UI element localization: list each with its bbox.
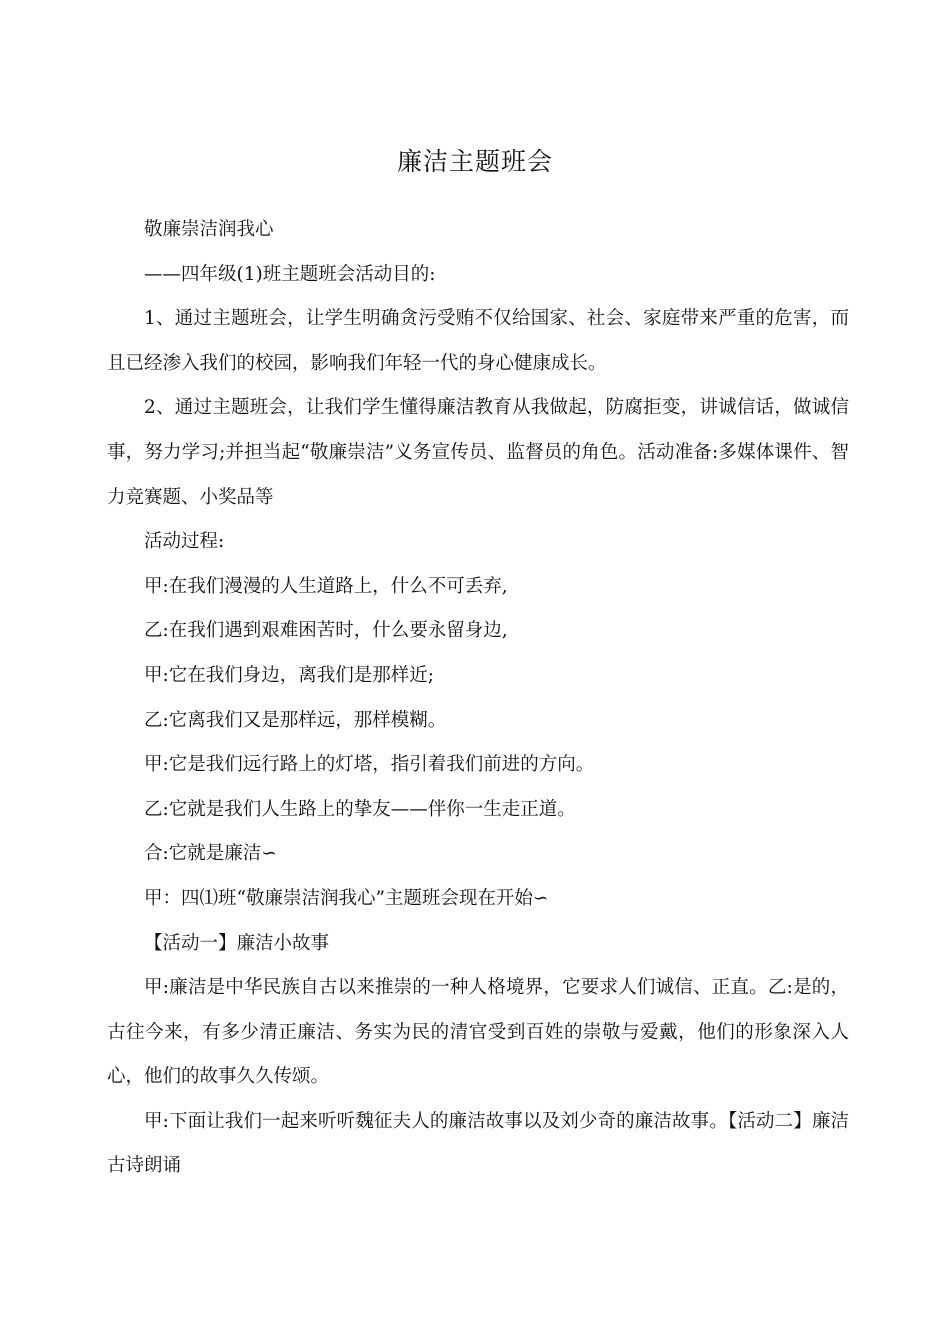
paragraph-process-heading: 活动过程:	[144, 531, 225, 553]
paragraph-activity-one-heading: 【活动一】廉洁小故事	[144, 932, 330, 954]
paragraph-dialogue-line: 乙:它就是我们人生路上的挚友——伴你一生走正道。	[144, 798, 576, 820]
paragraph-dialogue-line: 甲:它在我们身边，离我们是那样近;	[144, 664, 434, 686]
document-body	[107, 208, 849, 1189]
paragraph-dialogue-line: 合:它就是廉洁∽	[144, 843, 277, 865]
paragraph-dialogue-line: 甲:它是我们远行路上的灯塔，指引着我们前进的方向。	[144, 754, 595, 776]
document-title: 廉洁主题班会	[396, 147, 553, 176]
paragraph-dialogue-line: 乙:它离我们又是那样远，那样模糊。	[144, 709, 447, 731]
paragraph-dialogue-line: 乙:在我们遇到艰难困苦时，什么要永留身边,	[144, 620, 508, 642]
paragraph-purpose-1: 1、通过主题班会，让学生明确贪污受贿不仅给国家、社会、家庭带来严重的危害，而且已经渗入我们的校园，影响我们年轻一代的身心健康成长。	[107, 308, 849, 374]
paragraph-dialogue-line: 甲:在我们漫漫的人生道路上，什么不可丢弃,	[144, 575, 508, 597]
paragraph-class-purpose-heading: ——四年级(1)班主题班会活动目的:	[144, 263, 436, 285]
paragraph-purpose-2: 2、通过主题班会，让我们学生懂得廉洁教育从我做起，防腐拒变，讲诚信话，做诚信事，努力学习;并担当起“敬廉崇洁”义务宣传员、监督员的角色。活动准备:多媒体课件、智力竞赛题、小奖品等	[107, 397, 849, 508]
paragraph-activity-two-text: 甲:下面让我们一起来听听魏征夫人的廉洁故事以及刘少奇的廉洁故事。【活动二】廉洁古诗朗诵	[107, 1110, 849, 1177]
paragraph-activity-one-text: 甲:廉洁是中华民族自古以来推崇的一种人格境界，它要求人们诚信、正直。乙:是的，古往今来，有多少清正廉洁、务实为民的清官受到百姓的崇敬与爱戴，他们的形象深入人心，他们的故事久久传颂。	[107, 977, 849, 1088]
paragraph-dialogue-line: 甲：四⑴班“敬廉崇洁润我心”主题班会现在开始∽	[144, 887, 549, 909]
paragraph-subtitle: 敬廉崇洁润我心	[144, 219, 274, 240]
